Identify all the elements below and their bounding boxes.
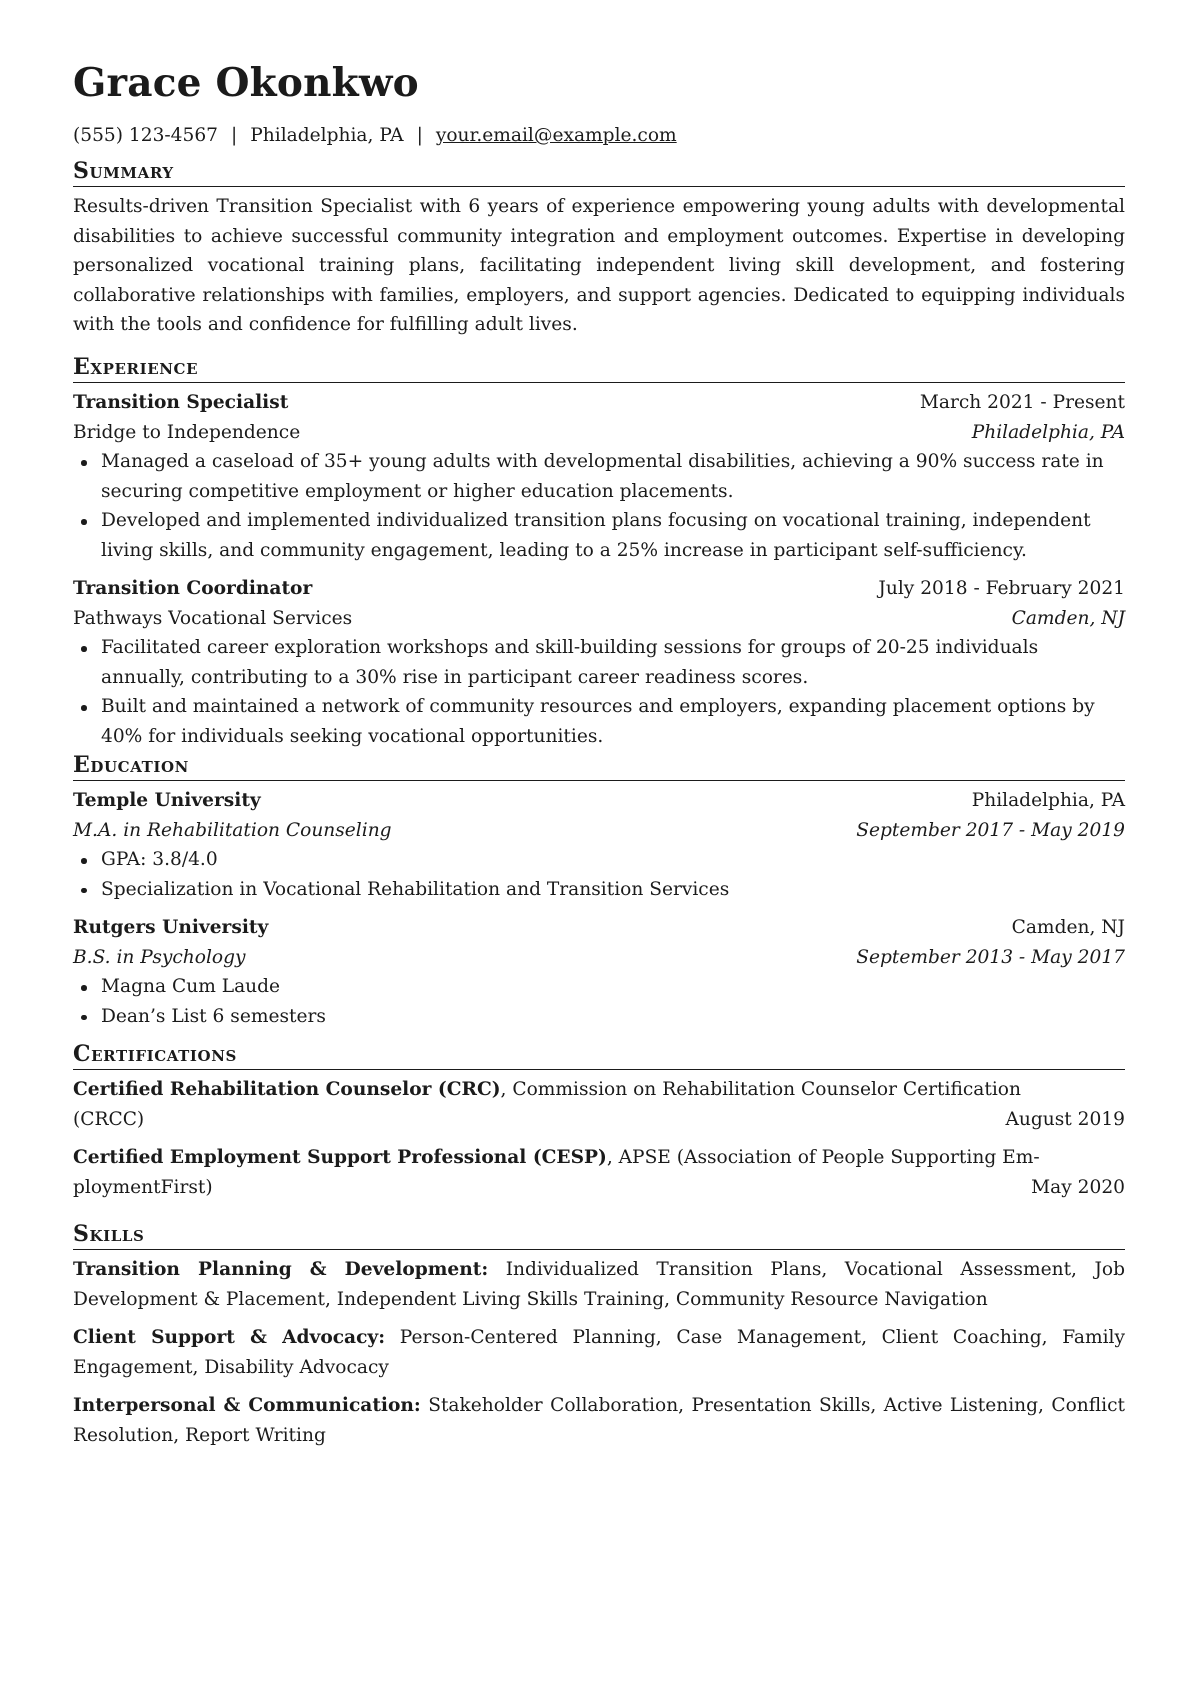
- certification-issuer-cont: ploymentFirst): [73, 1176, 213, 1198]
- skill-group-label: Interpersonal & Communication:: [73, 1395, 421, 1416]
- degree-name: B.S. in Psychology: [73, 946, 246, 968]
- experience-section: [73, 353, 1125, 760]
- certification-date: May 2020: [1031, 1176, 1125, 1198]
- certifications-section: [73, 1040, 1125, 1211]
- job-organization: Pathways Vocational Services: [73, 607, 353, 629]
- section-heading-education: Education: [73, 751, 1125, 781]
- certification-name: Certified Rehabilitation Counselor (CRC): [73, 1079, 501, 1100]
- skill-group: [73, 1323, 1125, 1382]
- job-entry: [73, 388, 1125, 565]
- section-heading-certifications: Certifications: [73, 1040, 1125, 1070]
- skill-group: [73, 1391, 1125, 1450]
- skill-group: [73, 1255, 1125, 1314]
- degree-name: M.A. in Rehabilitation Counseling: [73, 819, 392, 841]
- job-bullet: Managed a caseload of 35+ young adults with developmental disabilities, achieving a 90% success rate in securing competitive employment or higher education placements.: [73, 447, 1125, 506]
- certification-issuer: , Commission on Rehabilitation Counselor Certification: [500, 1079, 1021, 1100]
- education-bullet: Dean’s List 6 semesters: [73, 1002, 1125, 1032]
- summary-text: Results-driven Transition Specialist with 6 years of experience empowering young adults with developmental disabilities to achieve successful community integration and employment outcomes. Expertise in developing personalized vocational training plans, facilitating independent living skill development, and fostering collaborative relationships with families, employers, and support agencies. Dedicated to equipping individuals with the tools and confidence for fulfilling adult lives.: [73, 196, 1125, 335]
- education-bullet: Specialization in Vocational Rehabilitation and Transition Services: [73, 875, 1125, 905]
- skill-group-items: Individualized Transition Plans, Vocational Assessment, Job Development & Placement, Independent Living Skills Training, Community Resource Navigation: [73, 1259, 1126, 1310]
- education-section: [73, 751, 1125, 1040]
- summary-section: [73, 157, 1125, 340]
- job-location: Camden, NJ: [1011, 607, 1125, 629]
- school-location: Camden, NJ: [1011, 917, 1125, 938]
- education-bullet: GPA: 3.8/4.0: [73, 845, 1125, 875]
- phone-number: (555) 123-4567: [73, 125, 219, 146]
- education-dates: September 2017 - May 2019: [856, 819, 1125, 841]
- education-dates: September 2013 - May 2017: [856, 946, 1125, 968]
- certification-date: August 2019: [1005, 1108, 1125, 1130]
- job-bullet: Built and maintained a network of community resources and employers, expanding placement options by 40% for individuals seeking vocational opportunities.: [73, 692, 1125, 751]
- education-entry: [73, 913, 1125, 1031]
- skill-group-items: Stakeholder Collaboration, Presentation Skills, Active Listening, Conflict Resolution, Report Writing: [73, 1395, 1125, 1446]
- certification-entry: [73, 1143, 1125, 1202]
- job-dates: July 2018 - February 2021: [878, 578, 1125, 599]
- contact-location: Philadelphia, PA: [250, 125, 404, 146]
- section-heading-summary: Summary: [73, 157, 1125, 187]
- education-bullets: [73, 845, 1125, 904]
- school-name: Temple University: [73, 790, 261, 811]
- skill-group-label: Transition Planning & Development:: [73, 1259, 489, 1280]
- candidate-name: Grace Okonkwo: [73, 60, 419, 106]
- job-organization: Bridge to Independence: [73, 421, 301, 443]
- contact-separator: |: [231, 125, 238, 146]
- job-location: Philadelphia, PA: [971, 421, 1125, 443]
- certification-entry: [73, 1075, 1125, 1134]
- skill-group-label: Client Support & Advocacy:: [73, 1327, 386, 1348]
- job-title: Transition Specialist: [73, 392, 289, 413]
- job-dates: March 2021 - Present: [919, 392, 1125, 413]
- contact-separator: |: [416, 125, 423, 146]
- section-heading-skills: Skills: [73, 1220, 1125, 1250]
- school-name: Rutgers University: [73, 917, 269, 938]
- job-title: Transition Coordinator: [73, 578, 313, 599]
- job-bullet: Facilitated career exploration workshops and skill-building sessions for groups of 20-25 individuals annually, contributing to a 30% rise in participant career readiness scores.: [73, 633, 1125, 692]
- job-bullets: [73, 447, 1125, 565]
- job-bullets: [73, 633, 1125, 751]
- school-location: Philadelphia, PA: [971, 790, 1125, 811]
- certification-name: Certified Employment Support Professional (CESP): [73, 1147, 607, 1168]
- contact-line: [73, 121, 677, 151]
- job-entry: [73, 574, 1125, 751]
- education-bullets: [73, 972, 1125, 1031]
- section-heading-experience: Experience: [73, 353, 1125, 383]
- education-entry: [73, 786, 1125, 904]
- job-bullet: Developed and implemented individualized transition plans focusing on vocational training, independent living skills, and community engagement, leading to a 25% increase in participant self-sufficiency.: [73, 506, 1125, 565]
- certification-issuer: , APSE (Association of People Supporting Em-: [606, 1147, 1040, 1168]
- certification-issuer-cont: (CRCC): [73, 1108, 145, 1130]
- email-link[interactable]: your.email@example.com: [435, 125, 677, 146]
- skill-group-items: Person-Centered Planning, Case Management, Client Coaching, Family Engagement, Disability Advocacy: [73, 1327, 1125, 1378]
- skills-section: [73, 1220, 1125, 1459]
- education-bullet: Magna Cum Laude: [73, 972, 1125, 1002]
